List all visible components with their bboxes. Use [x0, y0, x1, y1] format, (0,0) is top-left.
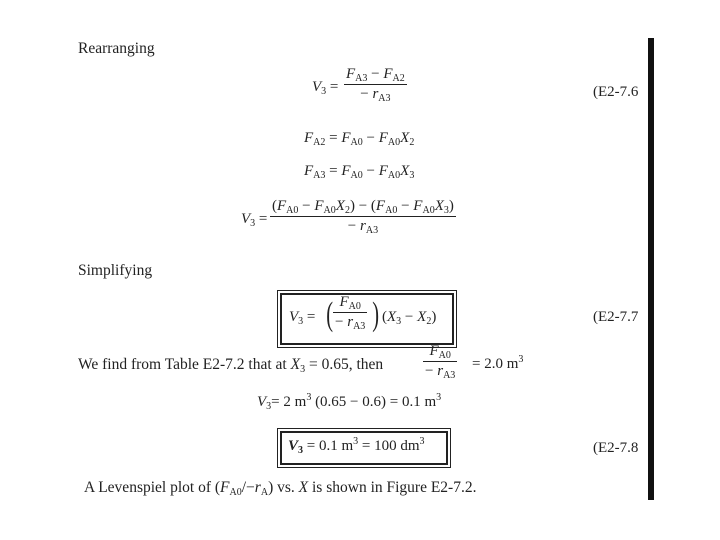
fraction-v3-substituted: $\frac{(F_{A0} - F_{A0}X_2) - (F_{A0} - F_{A0}X_3)}{- r_{A3}}$	[272, 198, 454, 236]
sentence-table-lookup: We find from Table E2-7.2 that at $X_3 = 0.65$, then	[78, 356, 384, 375]
equation-v3-definition: $V_3$ =	[312, 79, 339, 97]
equation-number-e8: (E2-7.8	[593, 440, 639, 456]
fraction-fa0-over-ra3-inline: $\frac{F_{A0}}{- r_{A3}}$	[425, 343, 456, 381]
equation-number-e7: (E2-7.7	[593, 309, 639, 325]
equation-number-e6: (E2-7.6	[593, 84, 639, 100]
equation-v3-simplified: $V_3$ =	[289, 309, 316, 327]
fraction-v3-definition: $\frac{F_{A3} - F_{A2}}{- r_{A3}}$	[346, 66, 405, 104]
equation-v3-substituted: $V_3$ =	[241, 211, 268, 229]
sentence-levenspiel-plot: A Levenspiel plot of $(F_{A0}/-r_A)$ vs. X is shown in Figure E2-7.2.	[84, 479, 477, 498]
equation-v3-result: $V_3 = 0.1$ $m^3 = 100$ $dm^3$	[288, 436, 425, 456]
equation-fa2: $F_{A2} = F_{A0} - F_{A0}X_2$	[304, 130, 415, 148]
page-edge-bar	[648, 38, 654, 500]
equation-table-value: = 2.0 $m^3$	[472, 354, 524, 372]
equation-fa3: $F_{A3} = F_{A0} - F_{A0}X_3$	[304, 163, 415, 181]
fraction-fa0-over-ra3: $\frac{F_{A0}}{- r_{A3}}$	[335, 294, 366, 332]
right-paren: )	[372, 296, 380, 333]
equation-v3-calculation: $V_3= 2$ $m^3$ (0.65 − 0.6) = 0.1 $m^3$	[257, 392, 442, 412]
left-paren: (	[326, 296, 334, 333]
equation-x-difference: $(X_3 - X_2)$	[382, 309, 437, 327]
heading-simplifying: Simplifying	[78, 262, 153, 279]
heading-rearranging: Rearranging	[78, 40, 155, 57]
